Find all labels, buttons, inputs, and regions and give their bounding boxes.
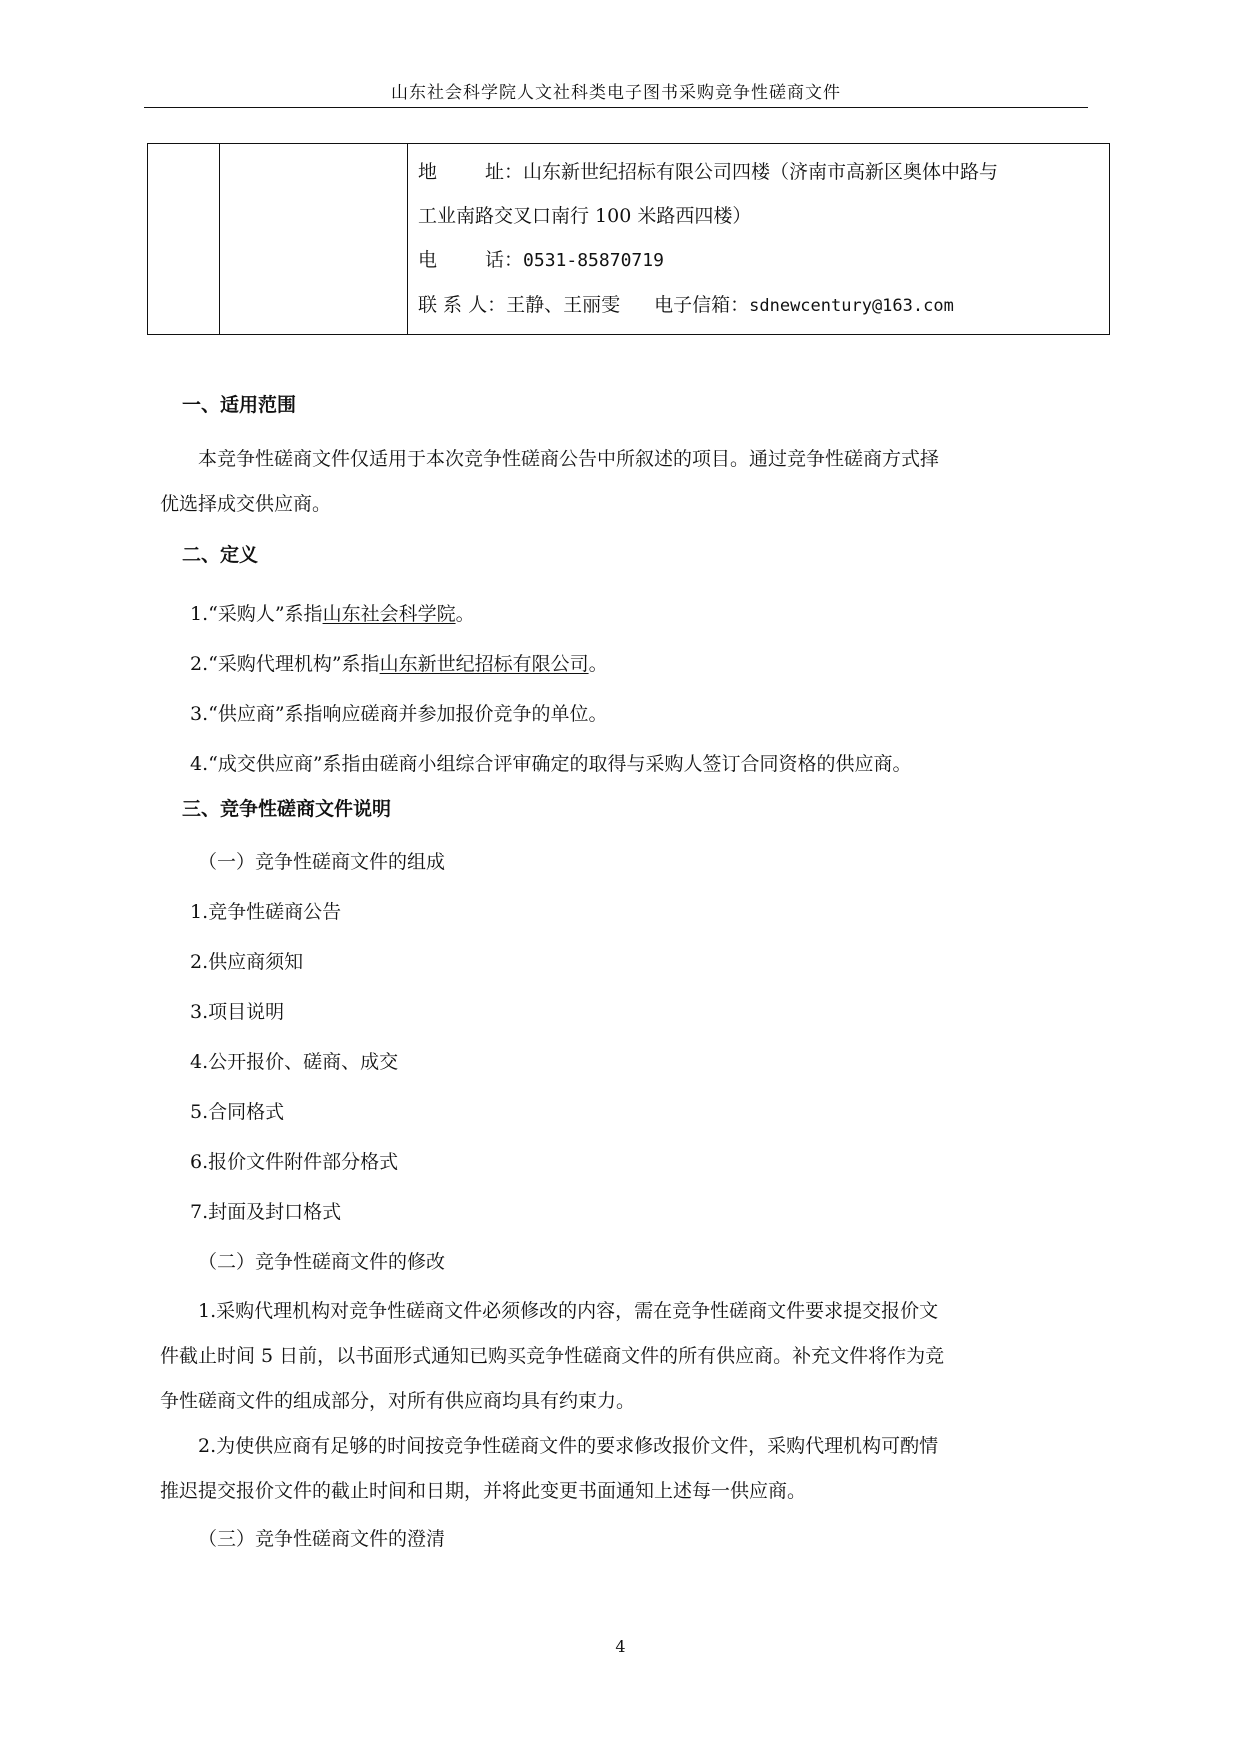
scope-paragraph-line-2: 优选择成交供应商。 (160, 493, 332, 515)
address-value-1: 山东新世纪招标有限公司四楼（济南市高新区奥体中路与 (523, 161, 999, 183)
info-table (147, 143, 1110, 335)
list-item: 1.竞争性磋商公告 (190, 901, 342, 923)
contact-line (418, 283, 1109, 328)
address-label: 地 (418, 161, 438, 183)
definition-2 (160, 639, 1090, 689)
table-cell-empty-2 (220, 144, 408, 335)
definition-1-link: 山东社会科学院 (322, 603, 456, 625)
table-cell-empty-1 (148, 144, 220, 335)
subsection-composition: （一）竞争性磋商文件的组成 (198, 851, 446, 873)
definition-4: 4.“成交供应商”系指由磋商小组综合评审确定的取得与采购人签订合同资格的供应商。 (190, 753, 912, 775)
modification-2-line-1: 2.为使供应商有足够的时间按竞争性磋商文件的要求修改报价文件，采购代理机构可酌情 (198, 1435, 939, 1457)
email-value: sdnewcentury@163.com (749, 296, 954, 316)
phone-label: 电 (418, 249, 438, 271)
table-row (148, 144, 1110, 335)
modification-2-line-2: 推迟提交报价文件的截止时间和日期，并将此变更书面通知上述每一供应商。 (160, 1480, 807, 1502)
modification-1-line-1: 1.采购代理机构对竞争性磋商文件必须修改的内容，需在竞争性磋商文件要求提交报价文 (198, 1300, 939, 1322)
list-item: 4.公开报价、磋商、成交 (190, 1051, 399, 1073)
address-label-2: 址： (485, 161, 524, 183)
page-header-title: 山东社会科学院人文社科类电子图书采购竞争性磋商文件 (391, 83, 841, 103)
subsection-modification: （二）竞争性磋商文件的修改 (198, 1251, 446, 1273)
definition-2-suffix: 。 (588, 653, 608, 675)
list-item: 5.合同格式 (190, 1101, 285, 1123)
document-body (160, 380, 1090, 1564)
contact-value: 王静、王丽雯 (506, 294, 621, 316)
definition-1-text: 1.“采购人”系指 (190, 603, 323, 625)
definition-3: 3.“供应商”系指响应磋商并参加报价竞争的单位。 (190, 703, 608, 725)
address-line-2: 工业南路交叉口南行 100 米路西四楼） (418, 205, 752, 227)
email-label: 电子信箱： (654, 294, 750, 316)
section-title-definitions: 二、定义 (182, 544, 259, 566)
address-line-1 (418, 150, 1109, 194)
list-item: 3.项目说明 (190, 1001, 285, 1023)
list-item: 2.供应商须知 (190, 951, 304, 973)
modification-1-line-3: 争性磋商文件的组成部分，对所有供应商均具有约束力。 (160, 1390, 636, 1412)
definition-1-suffix: 。 (455, 603, 475, 625)
modification-1-line-2: 件截止时间 5 日前，以书面形式通知已购买竞争性磋商文件的所有供应商。补充文件将作为竞 (160, 1345, 945, 1367)
list-item: 6.报价文件附件部分格式 (190, 1151, 399, 1173)
page-number: 4 (615, 1637, 626, 1656)
phone-value: 0531-85870719 (523, 250, 664, 271)
section-title-scope: 一、适用范围 (182, 394, 297, 416)
contact-label: 联 系 人： (418, 294, 507, 316)
subsection-clarification: （三）竞争性磋商文件的澄清 (198, 1528, 446, 1550)
scope-paragraph-line-1: 本竞争性磋商文件仅适用于本次竞争性磋商公告中所叙述的项目。通过竞争性磋商方式择 (198, 448, 940, 470)
phone-line (418, 238, 1109, 283)
section-title-document-description: 三、竞争性磋商文件说明 (182, 798, 392, 820)
definition-1 (160, 589, 1090, 639)
header-rule (144, 107, 1088, 108)
phone-label-2: 话： (485, 249, 524, 271)
definition-2-text: 2.“采购代理机构”系指 (190, 653, 380, 675)
definition-2-link: 山东新世纪招标有限公司 (379, 653, 589, 675)
list-item: 7.封面及封口格式 (190, 1201, 342, 1223)
table-cell-contact (408, 144, 1110, 335)
